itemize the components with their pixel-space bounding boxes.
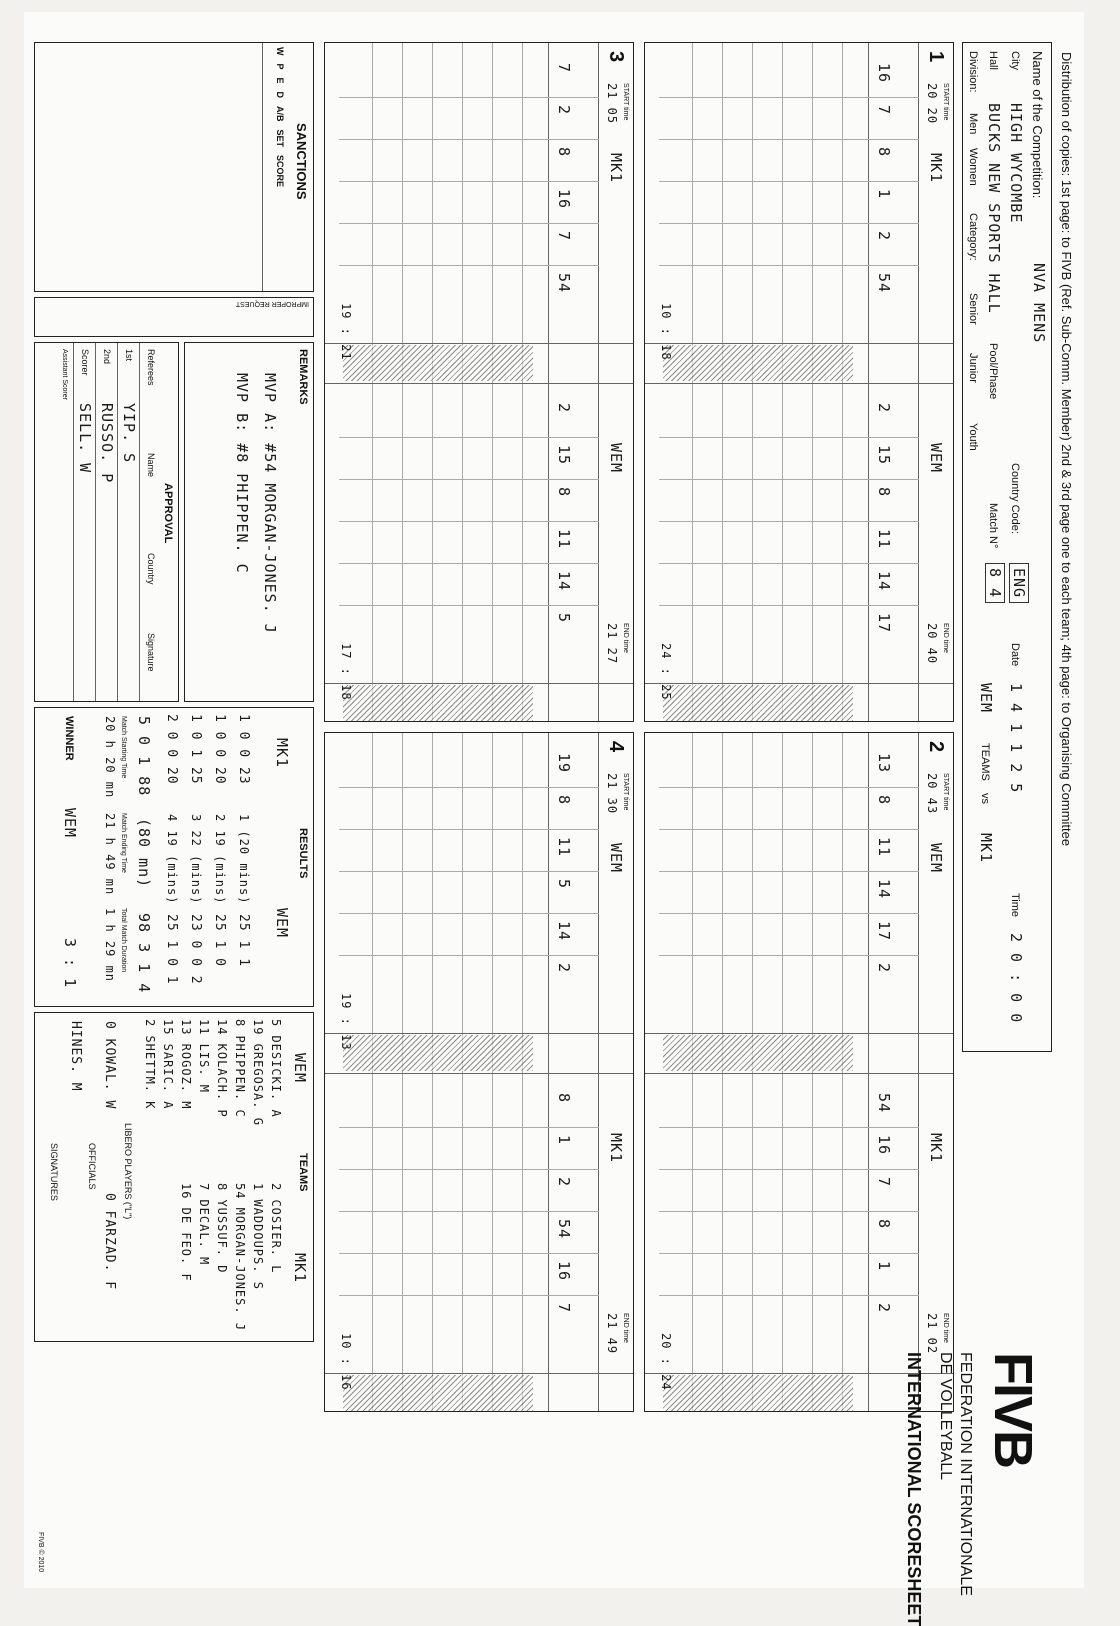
right-player: 54 [875,1093,893,1114]
winner-label: WINNER [63,716,75,761]
junior-label: Junior [967,353,979,383]
signature-col: Signature [146,633,156,672]
end-time-label: END time [942,623,949,653]
doc-title: INTERNATIONAL SCORESHEET [904,1352,924,1626]
right-player: 2 [875,403,893,414]
right-player: 16 [555,1261,573,1282]
start-time: 21 05 [605,83,619,125]
results-row [157,714,181,1000]
right-player: 11 [555,529,573,550]
roster-player: 11 LIS. M [197,1019,211,1094]
totals-right: 98 3 1 4 [135,913,153,994]
set-grid-4 [324,732,634,1412]
sanctions-title: SANCTIONS [294,123,309,200]
end-time: 21 27 [605,623,619,665]
match-header [962,42,1052,1052]
left-player: 17 [875,921,893,942]
right-player: 8 [875,1219,893,1230]
improper-label: IMPROPER REQUEST [235,300,309,307]
right-player: 8 [875,487,893,498]
category-label: Category: [967,213,979,261]
sanction-col: E [275,77,285,84]
end-time-label: END time [942,1313,949,1343]
left-player: 54 [875,273,893,294]
totals-left: 5 0 1 88 [135,716,153,797]
scorer-role: Scorer [80,349,90,376]
set-number: 3 [605,51,627,63]
official-b: HINES. M [68,1021,83,1092]
sanction-col: SET [275,129,285,148]
start-time-label: START time [622,773,629,811]
teams-roster-box [34,1012,314,1342]
city-label: City [1009,51,1021,70]
asst-scorer-role: Assistant Scorer [61,349,68,400]
teams-label: TEAMS [979,743,991,781]
brand-block [844,1352,1044,1626]
start-time: 20 20 [925,83,939,125]
left-player: 11 [875,837,893,858]
org-line1: FEDERATION INTERNATIONALE [957,1352,974,1596]
team-a-header: WEM [977,683,995,714]
left-player: 8 [875,795,893,806]
time-label: Time [1009,893,1021,918]
left-player: 5 [555,879,573,890]
right-player: 14 [555,571,573,592]
sanction-col: P [275,63,285,70]
left-player: 2 [875,231,893,242]
competition-value: NVA MENS [1030,263,1048,344]
roster-player: 54 MORGAN-JONES. J [233,1183,247,1332]
sanction-col: A/B [275,106,285,122]
time-value: 2 0 : 0 0 [1007,933,1025,1024]
ref2-role: 2nd [102,349,112,365]
mvp-a: MVP A: #54 MORGAN-JONES. J [261,373,279,634]
match-start-label: Match Starting Time [120,716,127,779]
total-match-label: Total Match Duration [120,908,127,973]
libero-b: 0 KOWAL. W [102,1021,117,1110]
results-right: 23 0 0 2 [188,914,203,985]
roster-player: 2 SHETTM. K [143,1019,157,1110]
results-rows [157,714,253,1000]
senior-label: Senior [967,293,979,325]
city-value: HIGH WYCOMBE [1007,103,1025,224]
roster-team-b: WEM [291,1053,309,1084]
roster-player: 15 SARIC. A [161,1019,175,1110]
match-no-value: 8 4 [985,563,1005,603]
results-left: 1 0 0 23 [236,714,251,785]
approval-title: APPROVAL [162,483,174,544]
org-line2: DE VOLLEYBALL [937,1352,954,1481]
sanctions-box [34,42,314,292]
right-player: 15 [875,445,893,466]
match-end: 21 h 49 mn [103,813,117,896]
results-set: 4 19 (mins) [165,814,179,905]
country-code-value: ENG [1009,563,1029,603]
left-player: 14 [875,879,893,900]
left-player: 8 [555,795,573,806]
results-right: 25 1 1 [236,914,251,967]
remarks-box [184,342,314,702]
left-player: 7 [875,105,893,116]
right-team: WEM [927,443,945,474]
right-score: 20 : 24 [659,1333,673,1391]
country-code-label: Country Code: [1009,463,1021,534]
right-player: 1 [555,1135,573,1146]
left-score: 10 : 18 [659,303,673,361]
men-label: Men [967,113,979,135]
left-player: 11 [555,837,573,858]
vs-label: vs [979,793,991,804]
right-player: 8 [555,487,573,498]
team-b-header: MK1 [977,833,995,864]
left-player: 8 [875,147,893,158]
second-referee: RUSSO. P [98,403,116,484]
women-label: Women [967,148,979,186]
end-time: 21 49 [605,1313,619,1355]
results-box [34,707,314,1007]
right-team: MK1 [607,1133,625,1164]
right-player: 5 [555,613,573,624]
right-score: 17 : 18 [339,643,353,701]
right-player: 7 [875,1177,893,1188]
match-end-label: Match Ending Time [120,813,127,873]
left-team: MK1 [607,153,625,184]
end-time-label: END time [622,623,629,653]
total-match: 1 h 29 mn [103,908,117,983]
left-team: MK1 [927,153,945,184]
results-title: RESULTS [297,828,309,879]
pool-label: Pool/Phase [987,343,999,400]
hall-label: Hall [987,51,999,70]
results-left: 2 0 0 20 [164,714,179,785]
approval-box [34,342,179,702]
right-player: 8 [555,1093,573,1104]
left-player: 2 [555,105,573,116]
scoresheet [24,12,1084,1626]
roster-player: 1 WADDOUPS. S [251,1183,265,1290]
right-player: 2 [555,1177,573,1188]
set-grid-2 [644,732,954,1412]
final-score: 3 : 1 [61,938,79,989]
division-label: Division: [967,51,979,93]
results-left: 1 0 1 25 [188,714,203,785]
fivb-logo: FIVB [983,1352,1043,1468]
left-player: 8 [555,147,573,158]
sanction-col: SCORE [275,155,285,188]
left-player: 7 [555,63,573,74]
results-team-right: WEM [273,908,291,939]
roster-team-a-list [175,1183,283,1338]
end-time: 20 40 [925,623,939,665]
right-player: 2 [555,403,573,414]
start-time-label: START time [942,83,949,121]
set-number: 2 [925,741,947,753]
right-player: 1 [875,1261,893,1272]
right-player: 54 [555,1219,573,1240]
roster-player: 2 COSIER. L [269,1183,283,1274]
roster-team-a: MK1 [291,1253,309,1284]
date-value: 1 4 1 1 2 5 [1007,683,1025,794]
winner-value: WEM [61,808,79,839]
left-player: 16 [875,63,893,84]
end-time: 21 02 [925,1313,939,1355]
results-team-left: MK1 [273,738,291,769]
end-time-label: END time [622,1313,629,1343]
roster-player: 7 DECAL. M [197,1183,211,1266]
results-row [205,714,229,1000]
right-player: 2 [875,1303,893,1314]
referees-label: Referees [146,349,156,386]
set-grid-3 [324,42,634,722]
mvp-b: MVP B: #8 PHIPPEN. C [233,373,251,574]
results-right: 25 1 0 [212,914,227,967]
left-score: 19 : 13 [339,993,353,1051]
right-player: 16 [875,1135,893,1156]
sanctions-header [265,47,285,287]
right-player: 17 [875,613,893,634]
ref1-role: 1st [124,349,134,362]
results-row [181,714,205,1000]
roster-player: 14 KOLACH. P [215,1019,229,1118]
results-set: 1 (20 mins) [237,814,251,905]
left-player: 2 [555,963,573,974]
right-player: 11 [875,529,893,550]
set-number: 1 [925,51,947,63]
left-player: 54 [555,273,573,294]
left-player: 16 [555,189,573,210]
set-grid-1 [644,42,954,722]
match-start: 20 h 20 mn [103,716,117,799]
left-player: 14 [555,921,573,942]
left-player: 1 [875,189,893,200]
left-player: 19 [555,753,573,774]
start-time: 21 30 [605,773,619,815]
left-player: 13 [875,753,893,774]
name-col: Name [146,453,156,478]
left-player: 2 [875,963,893,974]
right-player: 7 [555,1303,573,1314]
fivb-code: FIVB © 2010 [37,1532,44,1573]
roster-player: 5 DESICKI. A [269,1019,283,1118]
right-score: 24 : 25 [659,643,673,701]
results-right: 25 1 0 1 [164,914,179,985]
start-time: 20 43 [925,773,939,815]
right-player: 14 [875,571,893,592]
results-set: 3 22 (mins) [189,814,203,905]
set-number: 4 [605,741,627,753]
left-score: 19 : 21 [339,303,353,361]
country-col: Country [146,553,156,585]
hall-value: BUCKS NEW SPORTS HALL [985,103,1003,314]
signatures-title: SIGNATURES [49,1143,59,1201]
start-time-label: START time [942,773,949,811]
right-score: 10 : 16 [339,1333,353,1391]
results-left: 1 0 0 20 [212,714,227,785]
teams-title: TEAMS [297,1153,309,1192]
date-label: Date [1009,643,1021,667]
scorer-name: SELL. W [76,403,94,474]
sanction-col: W [275,47,285,56]
roster-player: 19 GREGOSA. G [251,1019,265,1126]
left-team: WEM [607,843,625,874]
competition-label: Name of the Competition: [1030,51,1045,199]
sanction-col: D [275,91,285,99]
results-row [229,714,253,1000]
improper-request-box [34,297,314,337]
distribution-note: Distribution of copies: 1st page: to FIVB (Ref. Sub-Comm. Member) 2nd & 3rd page one to each team; 4th page: to Organising Committee [1059,52,1074,847]
youth-label: Youth [967,423,979,451]
results-set: 2 19 (mins) [213,814,227,905]
remarks-title: REMARKS [297,349,309,405]
roster-player: 13 ROGOZ. M [179,1019,193,1110]
roster-player: 8 YUSSUF. D [215,1183,229,1274]
first-referee: YIP. S [120,403,138,464]
libero-title: LIBERO PLAYERS ("L") [123,1123,133,1220]
roster-player: 16 DE FEO. F [179,1183,193,1282]
left-team: WEM [927,843,945,874]
right-player: 15 [555,445,573,466]
total-duration: (80 mn) [135,818,153,889]
officials-title: OFFICIALS [87,1143,97,1190]
right-team: MK1 [927,1133,945,1164]
start-time-label: START time [622,83,629,121]
libero-a: 0 FARZAD. F [102,1193,117,1291]
roster-team-b-list [139,1019,283,1179]
left-player: 7 [555,231,573,242]
roster-player: 8 PHIPPEN. C [233,1019,247,1118]
match-no-label: Match N° [987,503,999,549]
right-team: WEM [607,443,625,474]
